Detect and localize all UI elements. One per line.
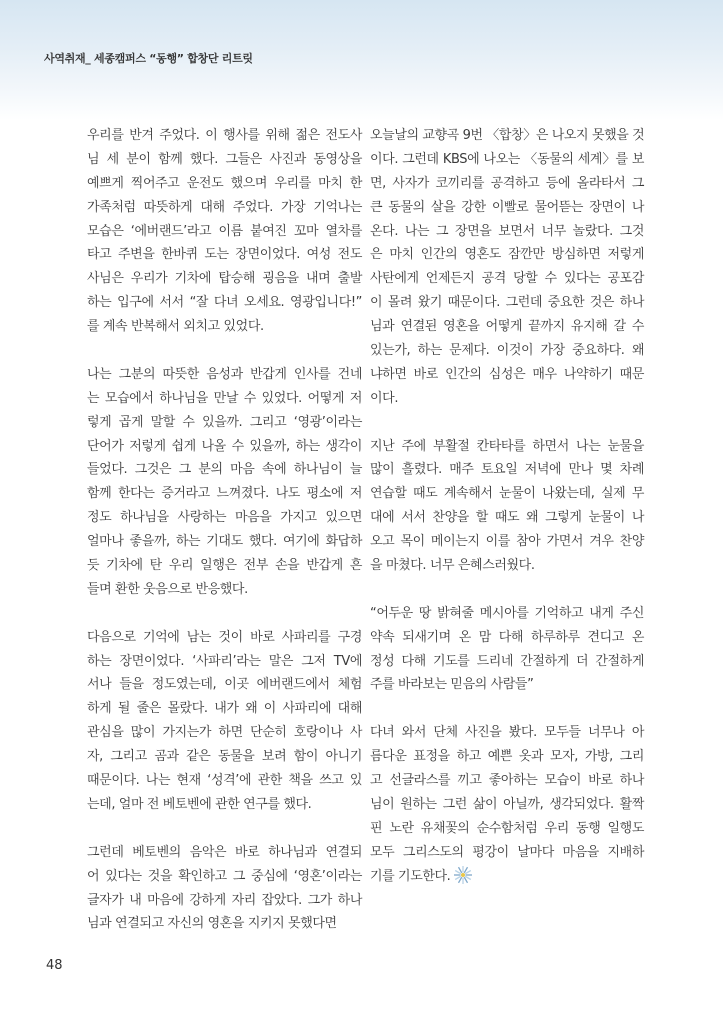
text-line <box>87 458 362 482</box>
text-line-content: 면, 사자가 코끼리를 공격하고 등에 올라타서 그 <box>370 175 644 191</box>
text-line-content: 우리를 반겨 주었다. 이 행사를 위해 젊은 전도사 <box>87 128 362 143</box>
text-line <box>370 291 644 315</box>
text-line-content: 서나 들을 정도였는데, 이곳 에버랜드에서 체험 <box>87 677 362 693</box>
text-line <box>87 387 362 411</box>
text-line <box>87 315 362 339</box>
text-line <box>370 243 644 267</box>
text-line <box>370 650 644 674</box>
text-line-content: 주를 바라보는 믿음의 사람들” <box>370 677 534 693</box>
text-line <box>370 124 644 148</box>
text-line-content: 있는가, 하는 문제다. 이것이 가장 중요하다. 왜 <box>370 343 644 359</box>
text-line <box>370 196 644 220</box>
paragraph-gap <box>87 602 362 626</box>
text-line <box>370 721 644 745</box>
text-line <box>87 411 362 435</box>
text-line <box>370 387 644 411</box>
text-line-content: 들며 환한 웃음으로 반응했다. <box>87 581 248 597</box>
text-line-content: 이다. <box>370 390 399 406</box>
paragraph-gap <box>87 339 362 363</box>
text-line-content: 정성 다해 기도를 드리네 간절하게 더 간절하게 <box>370 653 644 669</box>
text-line-content: 그런데 베토벤의 음악은 바로 하나님과 연결되 <box>87 844 362 860</box>
text-line-content: 렇게 곱게 말할 수 있을까. 그리고 ‘영광’이라는 <box>87 414 362 430</box>
text-line-content: 을 마쳤다. 너무 은혜스러웠다. <box>370 558 535 574</box>
text-line <box>370 339 644 363</box>
text-line <box>370 363 644 387</box>
text-line <box>87 482 362 506</box>
article-column-left <box>87 124 362 936</box>
text-line-content: 함께 한다는 증거라고 느껴졌다. 나도 평소에 저 <box>87 486 362 502</box>
text-line-content: 정도 하나님을 사랑하는 마음을 가지고 있으면 <box>87 510 362 526</box>
text-line-content: 글자가 내 마음에 강하게 자리 잡았다. 그가 하나 <box>87 892 362 908</box>
text-line <box>370 602 644 626</box>
text-line <box>87 673 362 697</box>
text-line-content: 사님은 우리가 기차에 탑승해 굉음을 내며 출발 <box>87 271 362 287</box>
text-line-content: 온다. 나는 그 장면을 보면서 너무 놀랐다. 그것 <box>370 223 644 239</box>
text-line <box>370 554 644 578</box>
text-line-content: 약속 되새기며 온 맘 다해 하루하루 견디고 온 <box>370 629 644 645</box>
text-line <box>87 435 362 459</box>
text-line <box>87 769 362 793</box>
text-line-content: 님이 원하는 그런 삶이 아닐까, 생각되었다. 활짝 <box>370 796 644 812</box>
text-line-content: 은 마치 인간의 영혼도 잠깐만 방심하면 저렇게 <box>370 247 644 263</box>
text-line-content: 큰 동물의 살을 강한 이빨로 물어뜯는 장면이 나 <box>370 199 644 215</box>
text-line-content: 다녀 와서 단체 사진을 봤다. 모두들 너무나 아 <box>370 725 644 741</box>
text-line-content: 냐하면 바로 인간의 심성은 매우 나약하기 때문 <box>370 366 644 382</box>
text-line-content: 단어가 저렇게 쉽게 나올 수 있을까, 하는 생각이 <box>87 438 362 454</box>
text-line <box>87 793 362 817</box>
text-line <box>87 554 362 578</box>
text-line <box>370 482 644 506</box>
text-line <box>370 220 644 244</box>
text-line <box>87 650 362 674</box>
text-line <box>370 769 644 793</box>
text-line <box>87 196 362 220</box>
sparkle-ornament-icon <box>453 865 473 885</box>
text-line-content: 모두 그리스도의 평강이 날마다 마음을 지배하 <box>370 844 644 860</box>
page-number: 48 <box>46 958 63 973</box>
text-line-content: 대에 서서 찬양을 할 때도 왜 그렇게 눈물이 나 <box>370 510 644 526</box>
text-line-content: 님 세 분이 함께 했다. 그들은 사진과 동영상을 <box>87 151 362 167</box>
text-line <box>370 817 644 841</box>
text-line-content: 님과 연결되고 자신의 영혼을 지키지 못했다면 <box>87 916 337 932</box>
text-line <box>370 506 644 530</box>
text-line <box>370 267 644 291</box>
text-line <box>370 793 644 817</box>
text-line <box>370 458 644 482</box>
text-line <box>87 267 362 291</box>
text-line <box>87 721 362 745</box>
text-line-content: 님과 연결된 영혼을 어떻게 끝까지 유지해 갈 수 <box>370 319 644 335</box>
text-line <box>87 148 362 172</box>
text-line <box>370 148 644 172</box>
text-line <box>87 626 362 650</box>
text-line-content: 기를 기도한다. <box>370 868 451 884</box>
text-line-content: 얼마나 좋을까, 하는 기대도 했다. 여기에 화답하 <box>87 534 362 550</box>
text-line <box>370 841 644 865</box>
text-line-content: 름다운 표정을 하고 예쁜 옷과 모자, 가방, 그리 <box>370 749 644 765</box>
text-line-content: 사탄에게 언제든지 공격 당할 수 있다는 공포감 <box>370 271 644 287</box>
text-line <box>87 745 362 769</box>
text-line <box>370 745 644 769</box>
text-line <box>87 363 362 387</box>
text-line <box>370 315 644 339</box>
text-line <box>87 841 362 865</box>
article-column-right <box>370 124 644 889</box>
text-line-content: 하는 장면이었다. ‘사파리’라는 말은 그저 TV에 <box>87 653 362 669</box>
text-line-content: 하게 될 줄은 몰랐다. 내가 왜 이 사파리에 대해 <box>87 701 362 717</box>
text-line <box>87 530 362 554</box>
text-line-content: 듯 기차에 탄 우리 일행은 전부 손을 반갑게 흔 <box>87 558 362 574</box>
section-header: 사역취재_ 세종캠퍼스 “동행” 합창단 리트릿 <box>44 52 253 65</box>
text-line-content: 타고 주변을 한바퀴 도는 장면이었다. 여성 전도 <box>87 247 362 263</box>
paragraph-gap <box>370 697 644 721</box>
text-line <box>87 889 362 913</box>
paragraph-gap <box>370 578 644 602</box>
text-line <box>370 435 644 459</box>
text-line-content: 자, 그리고 곰과 같은 동물을 보려 함이 아니기 <box>87 749 362 765</box>
text-line <box>87 578 362 602</box>
text-line <box>370 865 644 889</box>
text-line-content: 이 몰려 왔기 때문이다. 그런데 중요한 것은 하나 <box>370 295 644 311</box>
text-line-content: 는데, 얼마 전 베토벤에 관한 연구를 했다. <box>87 796 312 812</box>
text-line-content: 다음으로 기억에 남는 것이 바로 사파리를 구경 <box>87 629 362 645</box>
text-line <box>87 220 362 244</box>
text-line-content: 를 계속 반복해서 외치고 있었다. <box>87 319 264 335</box>
text-line <box>87 172 362 196</box>
text-line-content: 는 모습에서 하나님을 만날 수 있었다. 어떻게 저 <box>87 390 362 406</box>
text-line <box>87 506 362 530</box>
text-line <box>87 912 362 936</box>
text-line-content: 어 있다는 것을 확인하고 그 중심에 ‘영혼’이라는 <box>87 868 362 884</box>
paragraph-gap <box>87 817 362 841</box>
text-line-content: 이다. 그런데 KBS에 나오는 〈동물의 세계〉를 보 <box>370 151 644 167</box>
text-line <box>87 124 362 148</box>
text-line <box>87 243 362 267</box>
text-line-content: 연습할 때도 계속해서 눈물이 나왔는데, 실제 무 <box>370 486 644 502</box>
paragraph-gap <box>370 411 644 435</box>
text-line-content: 나는 그분의 따뜻한 음성과 반갑게 인사를 건네 <box>87 366 362 382</box>
text-line-content: “어두운 땅 밝혀줄 메시아를 기억하고 내게 주신 <box>370 605 644 621</box>
text-line-content: 많이 흘렸다. 매주 토요일 저녁에 만나 몇 차례 <box>370 462 644 478</box>
text-line-content: 오고 목이 메이는지 이를 참아 가면서 겨우 찬양 <box>370 534 644 550</box>
text-line-content: 지난 주에 부활절 칸타타를 하면서 나는 눈물을 <box>370 438 644 454</box>
text-line-content: 핀 노란 유채꽃의 순수함처럼 우리 동행 일행도 <box>370 820 644 836</box>
text-line <box>87 697 362 721</box>
text-line <box>87 291 362 315</box>
text-line <box>87 865 362 889</box>
text-line-content: 때문이다. 나는 현재 ‘성격’에 관한 책을 쓰고 있 <box>87 773 362 789</box>
text-line-content: 오늘날의 교향곡 9번 〈합창〉은 나오지 못했을 것 <box>370 128 645 143</box>
text-line-content: 들었다. 그것은 그 분의 마음 속에 하나님이 늘 <box>87 462 362 478</box>
text-line <box>370 673 644 697</box>
text-line-content: 예쁘게 찍어주고 운전도 했으며 우리를 마치 한 <box>87 175 362 191</box>
text-line <box>370 626 644 650</box>
text-line-content: 관심을 많이 가지는가 하면 단순히 호랑이나 사 <box>87 725 362 741</box>
text-line-content: 고 선글라스를 끼고 좋아하는 모습이 바로 하나 <box>370 773 644 789</box>
text-line-content: 가족처럼 따뜻하게 대해 주었다. 가장 기억나는 <box>87 199 362 215</box>
text-line <box>370 530 644 554</box>
text-line <box>370 172 644 196</box>
text-line-content: 모습은 ‘에버랜드’라고 이름 붙여진 꼬마 열차를 <box>87 223 362 239</box>
text-line-content: 하는 입구에 서서 “잘 다녀 오세요. 영광입니다!” <box>87 295 362 311</box>
